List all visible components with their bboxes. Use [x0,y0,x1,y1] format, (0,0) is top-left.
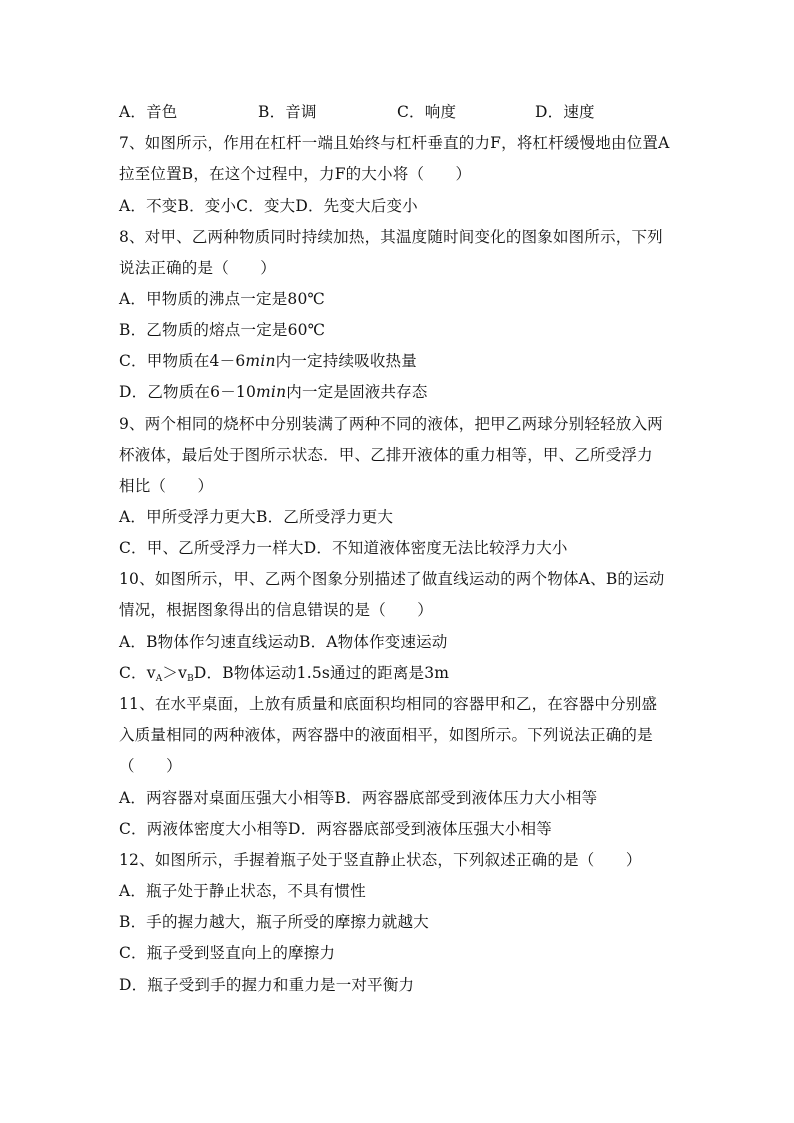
q6-option-d: D．速度 [535,103,595,121]
q9-options-ab: A．甲所受浮力更大B．乙所受浮力更大 [119,508,394,526]
q8-option-a: A．甲物质的沸点一定是80℃ [119,290,326,308]
q12-option-a: A．瓶子处于静止状态，不具有惯性 [119,882,366,900]
q7-stem-line2: 拉至位置B，在这个过程中，力F的大小将（ ） [119,165,472,183]
q8-option-d-rest: 内一定是固液共存态 [286,383,428,401]
q10-option-c-subscript-a: A [155,674,163,684]
q10-options-ab: A．B物体作匀速直线运动B．A物体作变速运动 [119,633,448,651]
q11-options-ab: A．两容器对桌面压强大小相等B．两容器底部受到液体压力大小相等 [119,789,598,807]
q12-option-d: D．瓶子受到手的握力和重力是一对平衡力 [119,976,415,994]
q8-option-c [119,350,689,372]
q10-options-cd [119,662,689,684]
q10-option-c-text: C．v [119,664,156,682]
q12-stem-line1: 12、如图所示，手握着瓶子处于竖直静止状态，下列叙述正确的是（ ） [119,851,642,869]
q8-option-d-text: D．乙物质在6－10 [119,383,257,401]
q10-option-c-compare: ＞v [162,664,188,682]
q8-option-b: B．乙物质的熔点一定是60℃ [119,321,326,339]
q11-stem-line2: 入质量相同的两种液体，两容器中的液面相平，如图所示。下列说法正确的是 [119,726,653,744]
q6-option-b: B．音调 [258,103,317,121]
q9-stem-line1: 9、两个相同的烧杯中分别装满了两种不同的液体，把甲乙两球分别轻轻放入两 [119,415,663,433]
q7-options: A．不变B．变小C．变大D．先变大后变小 [119,197,418,215]
q12-option-c: C．瓶子受到竖直向上的摩擦力 [119,944,336,962]
q7-stem-line1: 7、如图所示，作用在杠杆一端且始终与杠杆垂直的力F，将杠杆缓慢地由位置A [119,134,670,152]
q10-stem-line1: 10、如图所示，甲、乙两个图象分别描述了做直线运动的两个物体A、B的运动 [119,570,665,588]
q10-stem-line2: 情况，根据图象得出的信息错误的是（ ） [119,601,434,619]
q8-stem-line1: 8、对甲、乙两种物质同时持续加热，其温度随时间变化的图象如图所示，下列 [119,228,663,246]
q10-option-c-subscript-b: B [187,674,194,684]
q11-options-cd: C．两液体密度大小相等D．两容器底部受到液体压强大小相等 [119,820,552,838]
q9-options-cd: C．甲、乙所受浮力一样大D．不知道液体密度无法比较浮力大小 [119,539,568,557]
q8-stem-line2: 说法正确的是（ ） [119,259,277,277]
q12-option-b: B．手的握力越大，瓶子所受的摩擦力就越大 [119,913,429,931]
q8-option-c-rest: 内一定持续吸收热量 [275,352,417,370]
q8-option-c-text: C．甲物质在4－6 [119,352,246,370]
q6-option-a: A．音色 [119,103,178,121]
q6-option-c: C．响度 [397,103,457,121]
q9-stem-line2: 杯液体，最后处于图所示状态．甲、乙排开液体的重力相等，甲、乙所受浮力 [119,446,653,464]
q11-stem-line3: （ ） [119,757,182,775]
q8-option-d-unit: min [256,383,287,401]
q8-option-d [119,381,689,403]
q10-option-d-text: D．B物体运动1.5s通过的距离是3m [193,664,450,682]
q11-stem-line1: 11、在水平桌面，上放有质量和底面积均相同的容器甲和乙，在容器中分别盛 [119,695,658,713]
q9-stem-line3: 相比（ ） [119,477,214,495]
q8-option-c-unit: min [245,352,276,370]
